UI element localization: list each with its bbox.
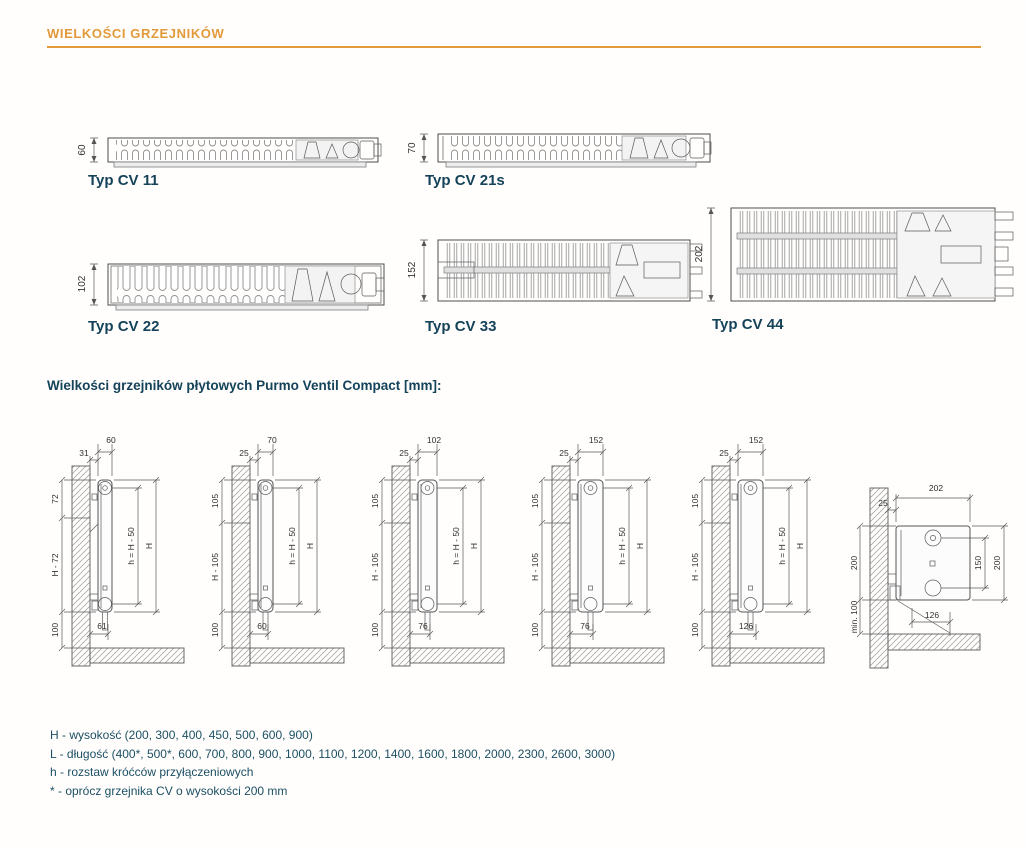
svg-text:70: 70 (407, 142, 418, 154)
svg-text:60: 60 (77, 144, 88, 156)
svg-text:202: 202 (928, 483, 944, 493)
sideview-cv11-drawing (52, 428, 202, 683)
legend-line-spacing: h - rozstaw króćców przyłączeniowych (50, 765, 254, 779)
type-label-cv33: Typ CV 33 (425, 318, 497, 335)
floor (250, 648, 344, 663)
svg-text:105: 105 (690, 493, 700, 509)
svg-text:152: 152 (588, 435, 604, 445)
wall (870, 488, 888, 668)
radiator-topview (731, 208, 1013, 301)
legend-line-footnote: * - oprócz grzejnika CV o wysokości 200 mm (50, 783, 288, 798)
depth-dimension (77, 264, 98, 305)
svg-text:100: 100 (530, 622, 540, 638)
sideview-cv21s-drawing (212, 428, 362, 683)
svg-text:126: 126 (924, 610, 940, 620)
svg-text:25: 25 (239, 448, 249, 458)
svg-text:105: 105 (530, 493, 540, 509)
svg-text:25: 25 (719, 448, 729, 458)
svg-text:H: H (635, 542, 645, 550)
svg-text:min. 100: min. 100 (849, 600, 859, 634)
floor (730, 648, 824, 663)
svg-text:H - 105: H - 105 (370, 553, 380, 581)
svg-text:H: H (469, 542, 479, 550)
floor (888, 634, 980, 650)
wall (552, 466, 570, 666)
depth-dimension (77, 138, 98, 162)
svg-text:105: 105 (370, 493, 380, 509)
radiator-body (258, 480, 273, 612)
svg-text:h = H - 50: h = H - 50 (777, 527, 787, 565)
wall (232, 466, 250, 666)
radiator-body (578, 480, 603, 612)
sideview-cv44-drawing (692, 428, 842, 683)
radiator-body (896, 526, 970, 600)
svg-text:72: 72 (50, 494, 60, 504)
topview-cv44-drawing (695, 196, 1027, 321)
radiator-topview (108, 264, 384, 310)
svg-text:H: H (305, 542, 315, 550)
floor (90, 648, 184, 663)
topview-cv21s-drawing (408, 124, 733, 176)
svg-text:100: 100 (690, 622, 700, 638)
svg-text:H: H (795, 542, 805, 550)
svg-text:H - 105: H - 105 (210, 553, 220, 581)
svg-text:100: 100 (210, 622, 220, 638)
svg-text:H - 105: H - 105 (530, 553, 540, 581)
radiator-topview (438, 134, 711, 167)
topview-cv33-drawing (408, 232, 723, 317)
radiator-topview (438, 240, 702, 301)
svg-text:H - 105: H - 105 (690, 553, 700, 581)
radiator-body (738, 480, 763, 612)
wall (712, 466, 730, 666)
depth-dimension (407, 240, 428, 301)
svg-text:105: 105 (210, 493, 220, 509)
page-title: WIELKOŚCI GRZEJNIKÓW (47, 26, 225, 41)
svg-text:150: 150 (973, 555, 983, 571)
svg-text:100: 100 (370, 622, 380, 638)
legend (50, 729, 615, 803)
floor (570, 648, 664, 663)
header-rule (47, 46, 981, 48)
floor (410, 648, 504, 663)
wall (392, 466, 410, 666)
svg-text:h = H - 50: h = H - 50 (451, 527, 461, 565)
sideview-cv33-drawing (532, 428, 682, 683)
depth-dimension (407, 134, 428, 162)
wall (72, 466, 90, 666)
svg-text:200: 200 (849, 555, 859, 571)
svg-text:102: 102 (77, 275, 88, 293)
svg-text:31: 31 (79, 448, 89, 458)
svg-text:76: 76 (418, 621, 428, 631)
svg-text:25: 25 (878, 498, 888, 508)
depth-dimension (694, 208, 715, 301)
type-label-cv21s: Typ CV 21s (425, 172, 505, 189)
svg-text:126: 126 (738, 621, 754, 631)
svg-text:25: 25 (399, 448, 409, 458)
svg-text:h = H - 50: h = H - 50 (126, 527, 136, 565)
topview-cv22-drawing (78, 256, 403, 316)
svg-text:200: 200 (992, 555, 1002, 571)
topview-cv11-drawing (78, 128, 398, 176)
radiator-topview (108, 138, 381, 167)
svg-text:h = H - 50: h = H - 50 (287, 527, 297, 565)
legend-line-height: H - wysokość (200, 300, 400, 450, 500, 600, 900) (50, 728, 313, 742)
sideview-cv22-drawing (372, 428, 522, 683)
svg-text:25: 25 (559, 448, 569, 458)
svg-text:102: 102 (426, 435, 442, 445)
legend-line-length: L - długość (400*, 500*, 600, 700, 800, 900, 1000, 1100, 1200, 1400, 1600, 1800, 2000, 2300, 2600, 3000) (50, 746, 616, 761)
svg-text:152: 152 (748, 435, 764, 445)
svg-text:h = H - 50: h = H - 50 (617, 527, 627, 565)
svg-text:100: 100 (50, 622, 60, 638)
type-label-cv11: Typ CV 11 (88, 172, 159, 189)
svg-text:202: 202 (694, 245, 705, 263)
radiator-body (98, 480, 112, 612)
svg-text:H: H (144, 542, 154, 550)
svg-text:152: 152 (407, 261, 418, 279)
svg-text:76: 76 (580, 621, 590, 631)
type-label-cv44: Typ CV 44 (712, 316, 784, 333)
section-subtitle: Wielkości grzejników płytowych Purmo Ventil Compact [mm]: (47, 378, 442, 393)
svg-text:60: 60 (106, 435, 116, 445)
detailview-cv200-drawing (849, 468, 1027, 683)
svg-text:H - 72: H - 72 (50, 553, 60, 577)
svg-text:61: 61 (97, 621, 107, 631)
svg-text:70: 70 (267, 435, 277, 445)
svg-text:60: 60 (257, 621, 267, 631)
type-label-cv22: Typ CV 22 (88, 318, 160, 335)
